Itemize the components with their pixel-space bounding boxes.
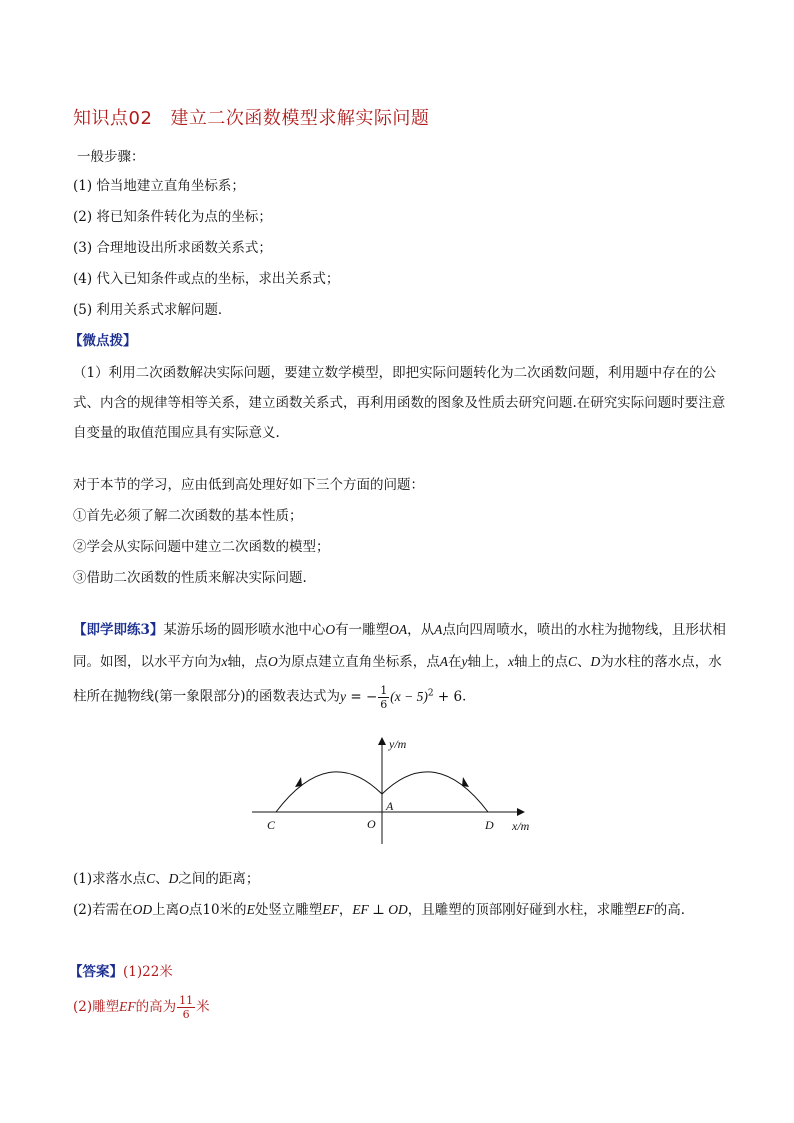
heading-title: 建立二次函数模型求解实际问题 — [170, 108, 430, 129]
origin-o-label: O — [367, 817, 376, 831]
exercise-paragraph: 【即学即练3】某游乐场的圆形喷水池中心O有一雕塑OA，从A点向四周喷水，喷出的水柱为抛物线，且形状相同。如图，以水平方向为x轴，点O为原点建立直角坐标系，点A在y轴上，x轴上的点C、D为水柱的落水点，水柱所在抛物线(第一象限部分)的函数表达式为y = − $\frac{1}{6}$ $(x - 5)^2 + 6$． — [73, 622, 726, 711]
step-2: (2) 将已知条件转化为点的坐标； — [73, 209, 272, 225]
x-axis-label: x/m — [512, 819, 530, 833]
answer-fraction: $\frac{11}{6}$ — [179, 994, 194, 1021]
left-water-arc — [276, 772, 382, 812]
step-5: (5) 利用关系式求解问题． — [73, 302, 232, 318]
step-4: (4) 代入已知条件或点的坐标，求出关系式； — [73, 271, 340, 287]
fountain-diagram — [248, 732, 548, 850]
parabola-formula: y = − $\frac{1}{6}$ $(x - 5)^2 + 6$ — [340, 683, 463, 711]
exercise-label: 【即学即练3】 — [73, 622, 164, 638]
study-item-2: ②学会从实际问题中建立二次函数的模型； — [73, 539, 330, 555]
question-1: (1)求落水点C、D之间的距离； — [73, 871, 260, 887]
answer-1: 【答案】(1)22米 — [69, 964, 173, 980]
study-item-1: ①首先必须了解二次函数的基本性质； — [73, 508, 303, 524]
right-flow-arrow — [462, 777, 469, 787]
answer-label: 【答案】 — [69, 964, 123, 980]
point-a-label: A — [386, 799, 394, 813]
steps-intro: 一般步骤： — [77, 149, 145, 165]
point-c-label: C — [267, 818, 276, 832]
study-intro: 对于本节的学习，应由低到高处理好如下三个方面的问题： — [73, 477, 424, 493]
right-water-arc — [382, 772, 488, 812]
heading-number: 知识点02 — [73, 108, 153, 129]
study-item-3: ③借助二次函数的性质来解决实际问题. — [73, 570, 307, 586]
question-2: (2)若需在OD上离O点10米的E处竖立雕塑EF，EF ⊥ OD，且雕塑的顶部刚好碰到水柱，求雕塑EF的高． — [73, 902, 695, 918]
section-heading — [73, 104, 429, 130]
step-3: (3) 合理地设出所求函数关系式； — [73, 240, 272, 256]
point-d-label: D — [485, 818, 494, 832]
answer-2: (2)雕塑EF的高为 $\frac{11}{6}$ 米 — [73, 994, 210, 1021]
left-flow-arrow — [295, 777, 302, 787]
step-1: (1) 恰当地建立直角坐标系； — [73, 178, 245, 194]
formula-fraction: $\frac{1}{6}$ — [380, 683, 388, 711]
tip-label: 【微点拨】 — [69, 333, 137, 349]
y-axis-label: y/m — [389, 737, 407, 751]
tip-paragraph: （1）利用二次函数解决实际问题，要建立数学模型，即把实际问题转化为二次函数问题，利用题中存在的公式、内含的规律等相等关系，建立函数关系式，再利用函数的图象及性质去研究问题.在研究实际问题时要注意自变量的取值范围应具有实际意义. — [73, 365, 726, 441]
